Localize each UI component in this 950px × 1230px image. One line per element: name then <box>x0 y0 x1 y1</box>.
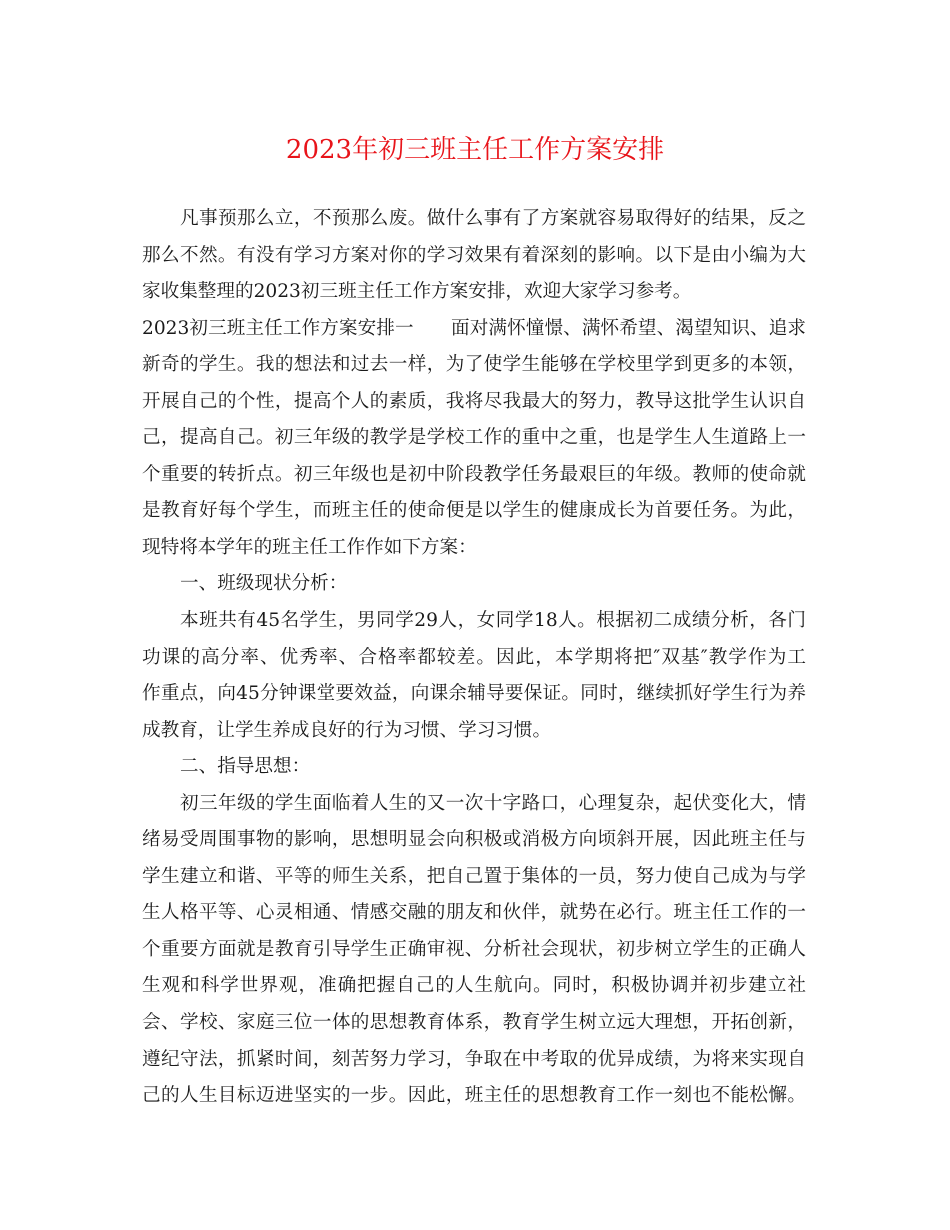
text-line: 作重点，向45分钟课堂要效益，向课余辅导要保证。同时，继续抓好学生行为养 <box>142 683 806 705</box>
text-line: 初三年级的学生面临着人生的又一次十字路口，心理复杂，起伏变化大，情 <box>180 792 806 814</box>
text-line: 生人格平等、心灵相通、情感交融的朋友和伙伴，就势在必行。班主任工作的一 <box>142 902 806 924</box>
text-line: 是教育好每个学生，而班主任的使命便是以学生的健康成长为首要任务。为此， <box>142 500 806 522</box>
text-line: 成教育，让学生养成良好的行为习惯、学习习惯。 <box>142 719 552 741</box>
text-line: 功课的高分率、优秀率、合格率都较差。因此，本学期将把″双基″教学作为工 <box>142 646 806 668</box>
document-title: 2023年初三班主任工作方案安排 <box>285 135 665 165</box>
text-line: 新奇的学生。我的想法和过去一样，为了使学生能够在学校里学到更多的本领， <box>142 354 806 376</box>
text-line: 学生建立和谐、平等的师生关系，把自己置于集体的一员，努力使自己成为与学 <box>142 865 806 887</box>
text-line: 己的人生目标迈进坚实的一步。因此，班主任的思想教育工作一刻也不能松懈。 <box>142 1085 806 1107</box>
text-line: 开展自己的个性，提高个人的素质，我将尽我最大的努力，教导这批学生认识自 <box>142 390 806 412</box>
text-line: 会、学校、家庭三位一体的思想教育体系，教育学生树立远大理想，开拓创新， <box>142 1012 806 1034</box>
text-line: 遵纪守法，抓紧时间，刻苦努力学习，争取在中考取的优异成绩，为将来实现自 <box>142 1048 806 1070</box>
text-line: 二、指导思想： <box>180 756 311 778</box>
text-line: 绪易受周围事物的影响，思想明显会向积极或消极方向顷斜开展，因此班主任与 <box>142 829 806 851</box>
text-line: 2023初三班主任工作方案安排一 面对满怀憧憬、满怀希望、渴望知识、追求 <box>142 317 806 339</box>
text-line: 个重要的转折点。初三年级也是初中阶段教学任务最艰巨的年级。教师的使命就 <box>142 463 806 485</box>
text-line: 一、班级现状分析： <box>180 573 348 595</box>
text-line: 家收集整理的2023初三班主任工作方案安排，欢迎大家学习参考。 <box>142 281 692 303</box>
text-line: 己，提高自己。初三年级的教学是学校工作的重中之重，也是学生人生道路上一 <box>142 427 806 449</box>
text-line: 本班共有45名学生，男同学29人，女同学18人。根据初二成绩分析，各门 <box>180 610 806 632</box>
text-line: 生观和科学世界观，准确把握自己的人生航向。同时，积极协调并初步建立社 <box>142 975 806 997</box>
text-line: 那么不然。有没有学习方案对你的学习效果有着深刻的影响。以下是由小编为大 <box>142 244 806 266</box>
text-line: 现特将本学年的班主任工作作如下方案： <box>142 536 477 558</box>
text-line: 凡事预那么立，不预那么废。做什么事有了方案就容易取得好的结果，反之 <box>180 208 806 229</box>
document-body <box>142 201 806 1115</box>
text-line: 个重要方面就是教育引导学生正确审视、分析社会现状，初步树立学生的正确人 <box>142 938 806 960</box>
